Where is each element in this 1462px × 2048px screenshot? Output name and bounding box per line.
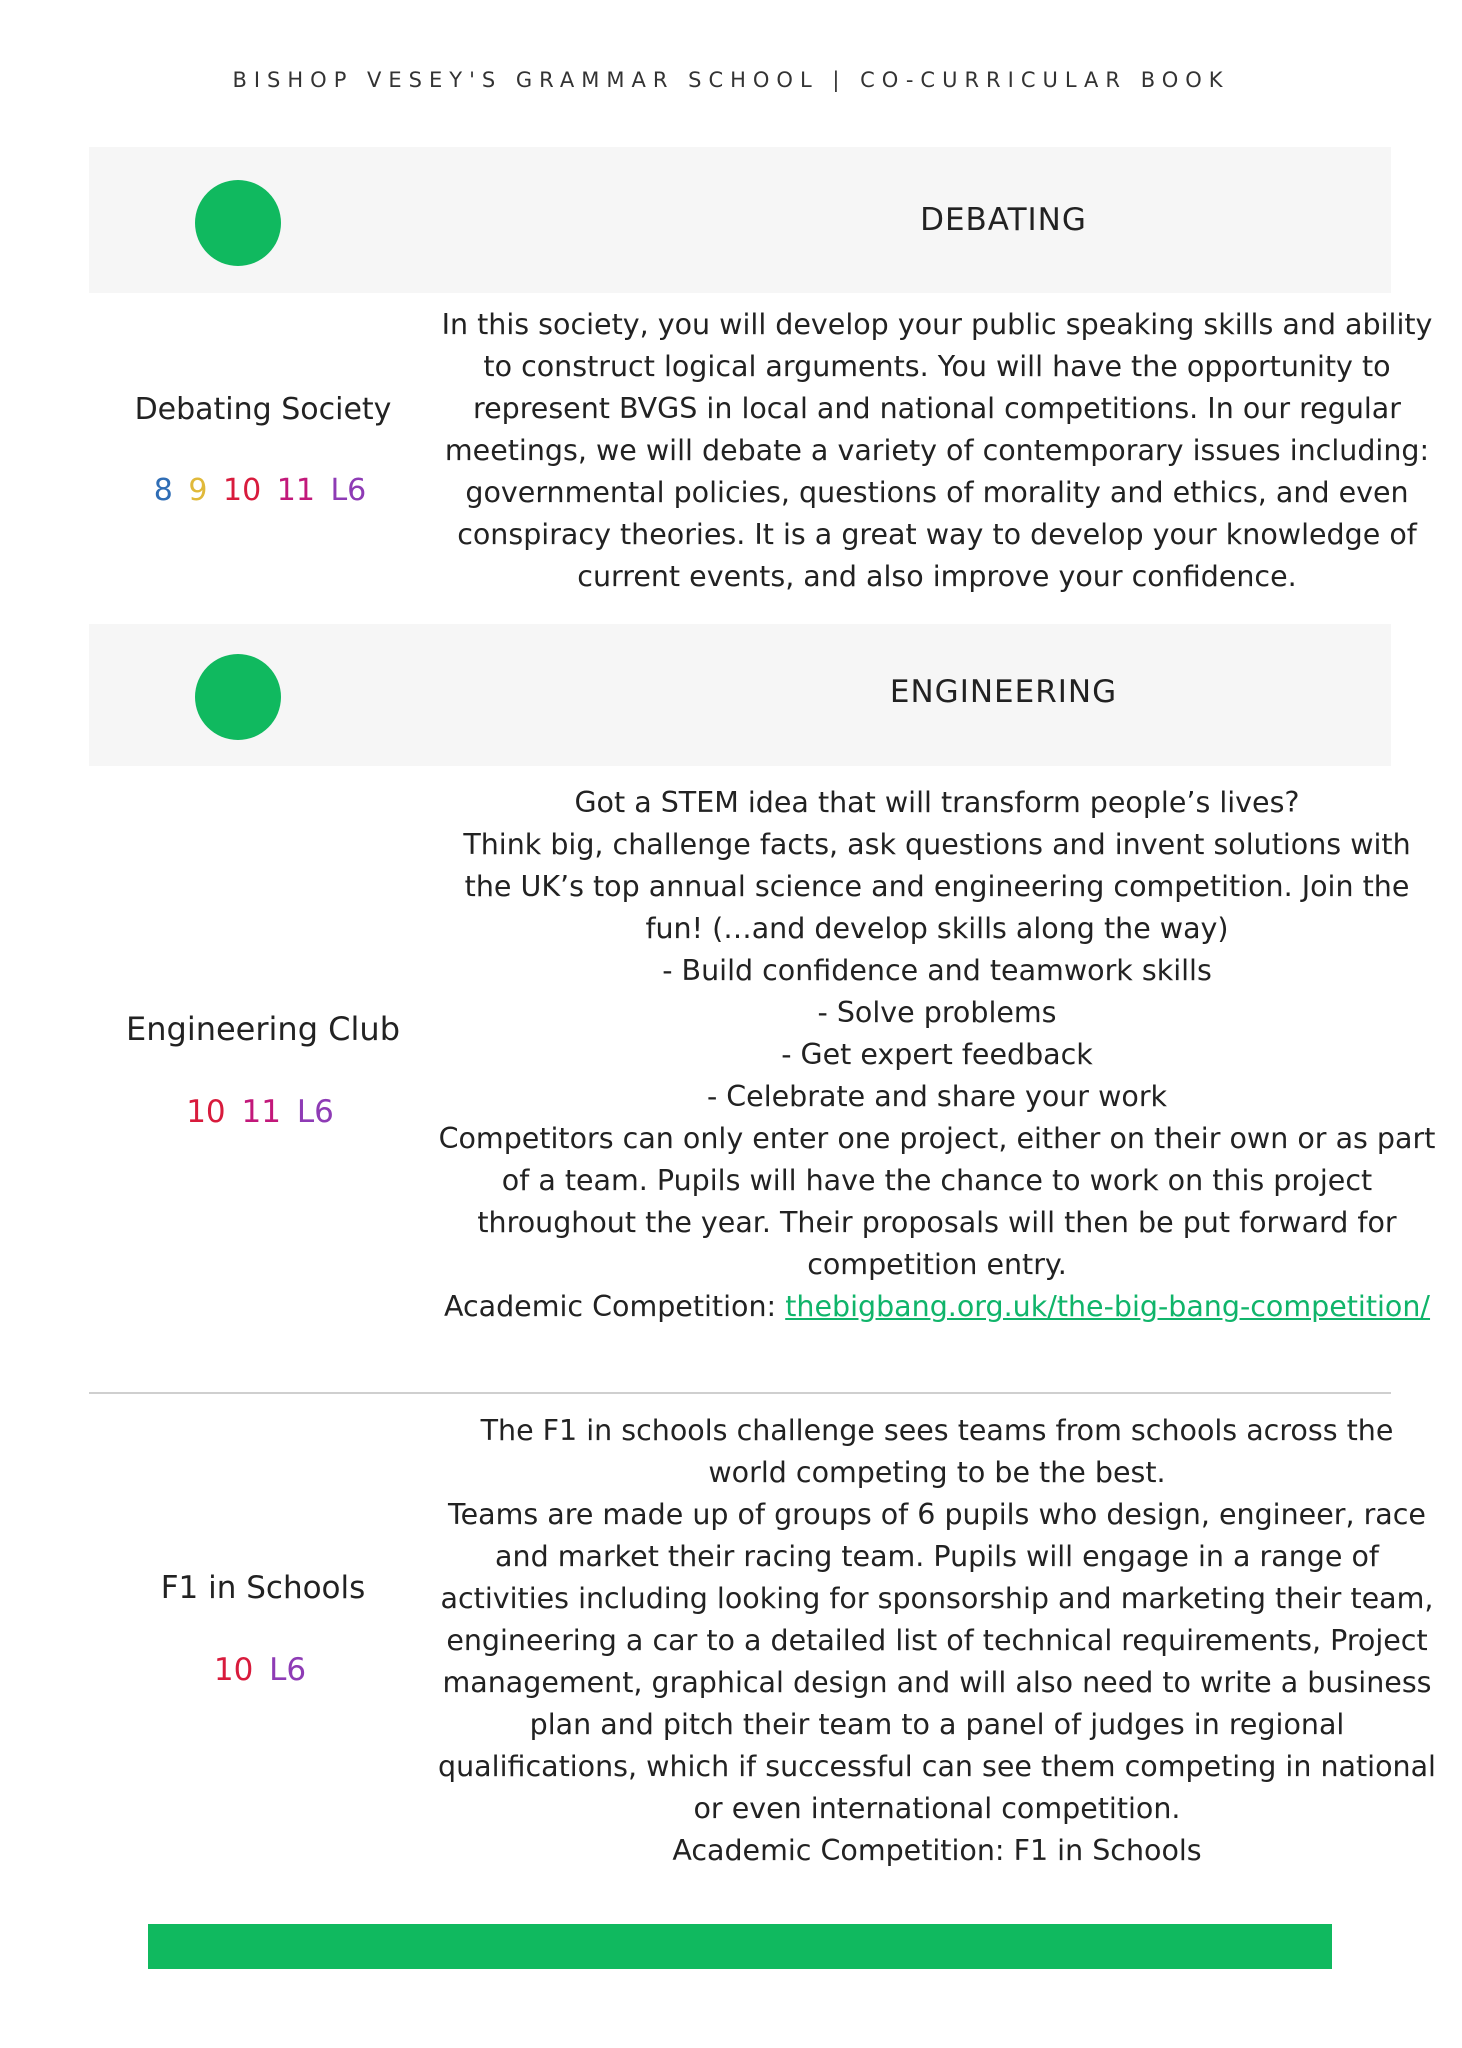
- year-9: 9: [188, 473, 208, 508]
- year-10: 10: [213, 1652, 254, 1688]
- competition-line: Academic Competition: F1 in Schools: [672, 1834, 1202, 1867]
- footer-bar: [148, 1924, 1332, 1969]
- description-line: Think big, challenge facts, ask questions and invent solutions with the UK’s top annual science and engineering competition. Join the fun! (…and develop skills along the way): [463, 828, 1411, 945]
- year-11: 11: [241, 1094, 281, 1130]
- year-11: 11: [276, 473, 315, 508]
- activity-name: Engineering Club: [126, 1010, 400, 1048]
- year-8: 8: [153, 473, 173, 508]
- activity-row-f1-in-schools: [89, 1408, 1436, 1888]
- year-L6: L6: [269, 1652, 307, 1688]
- description-line: Teams are made up of groups of 6 pupils who design, engineer, race and market their racing team. Pupils will engage in a range of activities including looking for sponsorship and marketing their team, engineering a car to a detailed list of technical requirements, Project management, graphical design and will also need to write a business plan and pitch their team to a panel of judges in regional qualifications, which if successful can see them competing in national or even international competition.: [438, 1498, 1436, 1825]
- description-line: - Build confidence and teamwork skills: [662, 954, 1212, 987]
- competition-label: Academic Competition:: [443, 1290, 786, 1323]
- description-line: - Get expert feedback: [781, 1038, 1093, 1071]
- activity-description: [437, 304, 1437, 598]
- description-line: Competitors can only enter one project, either on their own or as part of a team. Pupils will have the chance to work on this project throughout the year. Their proposals will then be put forward for competition entry.: [438, 1122, 1436, 1281]
- year-groups: [89, 1652, 437, 1688]
- divider: [89, 1392, 1391, 1394]
- year-L6: L6: [330, 473, 367, 508]
- activity-row-debating-society: [89, 300, 1433, 600]
- description-line: - Solve problems: [817, 996, 1057, 1029]
- section-header-engineering: [89, 624, 1391, 766]
- section-header-debating: [89, 147, 1391, 293]
- description-paragraph: In this society, you will develop your public speaking skills and ability to construct logical arguments. You will have the opportunity to represent BVGS in local and national competitions. In our regular meetings, we will debate a variety of contemporary issues including: governmental policies, questions of morality and ethics, and even conspiracy theories. It is a great way to develop your knowledge of current events, and also improve your confidence.: [441, 308, 1433, 593]
- year-groups: [89, 1094, 437, 1130]
- description-line: The F1 in schools challenge sees teams from schools across the world competing to be the best.: [480, 1414, 1394, 1489]
- competition-line: [437, 1286, 1437, 1328]
- activity-description: [437, 782, 1437, 1328]
- activity-description: [437, 1410, 1437, 1872]
- green-circle-icon: [195, 180, 281, 266]
- description-line: - Celebrate and share your work: [706, 1080, 1168, 1113]
- description-line: Got a STEM idea that will transform people’s lives?: [574, 786, 1300, 819]
- year-10: 10: [223, 473, 262, 508]
- year-10: 10: [186, 1094, 226, 1130]
- year-groups: [89, 473, 437, 508]
- year-L6: L6: [296, 1094, 334, 1130]
- page-header: BISHOP VESEY'S GRAMMAR SCHOOL | CO-CURRICULAR BOOK: [232, 68, 1230, 92]
- competition-link[interactable]: thebigbang.org.uk/the-big-bang-competition/: [785, 1290, 1431, 1323]
- section-title-debating: DEBATING: [920, 202, 1087, 238]
- activity-name: Debating Society: [134, 392, 392, 427]
- activity-name: F1 in Schools: [160, 1570, 366, 1606]
- activity-row-engineering-club: [89, 780, 1436, 1390]
- green-circle-icon: [195, 654, 281, 740]
- section-title-engineering: ENGINEERING: [889, 674, 1118, 710]
